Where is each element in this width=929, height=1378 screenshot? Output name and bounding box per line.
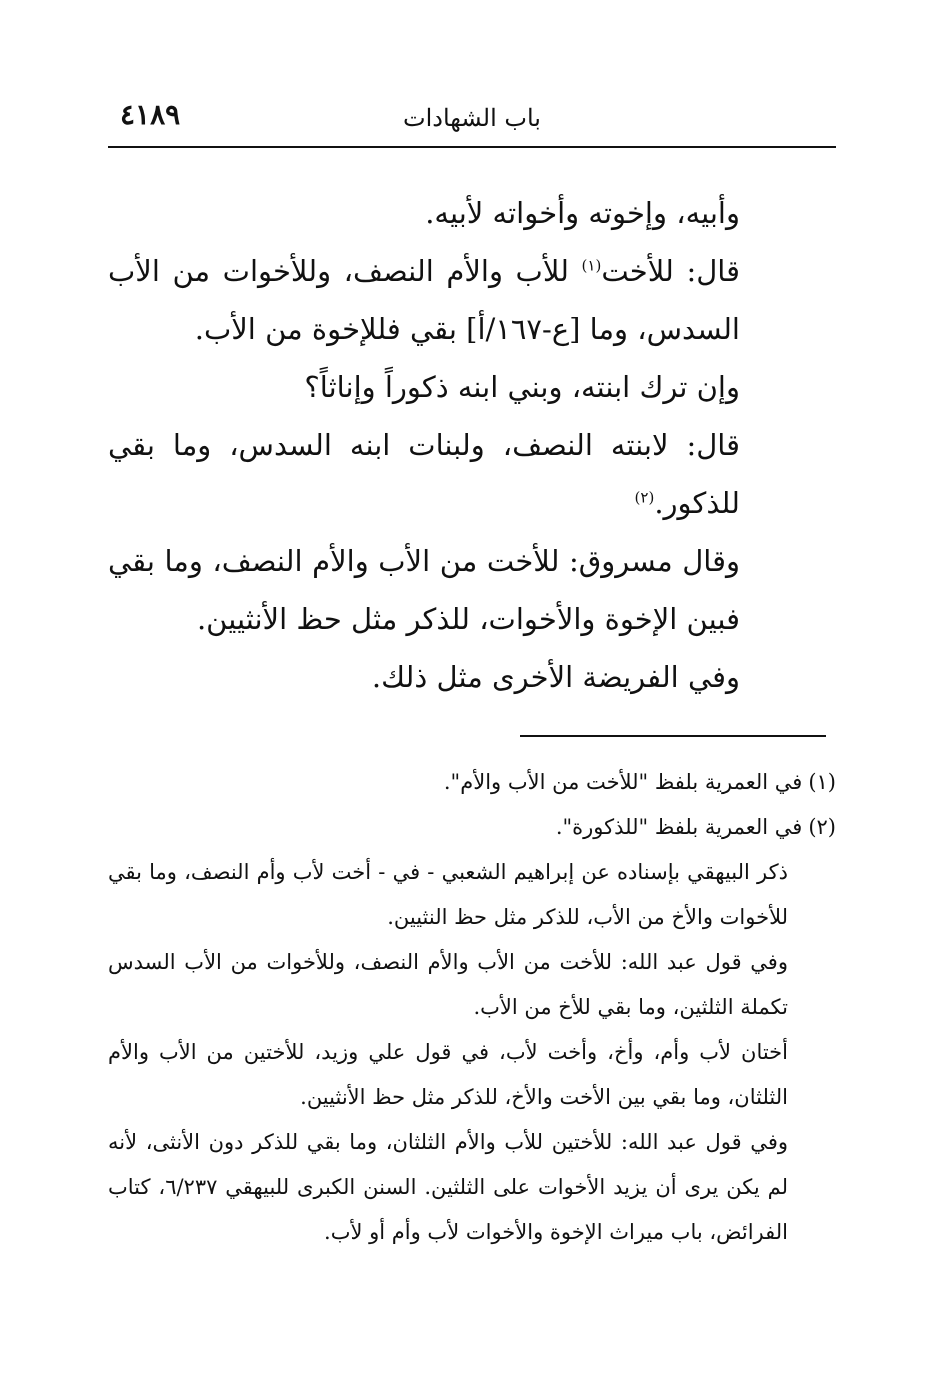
- footnotes-section: [108, 760, 836, 1255]
- footnote-ref-1: (١): [581, 256, 602, 275]
- footnote-1-text: في العمرية بلفظ "للأخت من الأب والأم".: [443, 770, 803, 794]
- paragraph-2: [108, 242, 740, 358]
- footnote-2-number: (٢): [808, 815, 836, 839]
- paragraph-4: [108, 416, 740, 532]
- paragraph-3: وإن ترك ابنته، وبني ابنه ذكوراً وإناثاً؟: [304, 370, 740, 404]
- page-header: [108, 96, 836, 148]
- paragraph-1: وأبيه، وإخوته وأخواته لأبيه.: [425, 196, 740, 230]
- footnote-2-paragraph-3: أختان لأب وأم، وأخ، وأخت لأب، في قول علي وزيد، للأختين من الأب والأم الثلثان، وما بقي بين الأخت والأخ، للذكر مثل حظ الأنثيين.: [108, 1040, 788, 1109]
- paragraph-2-start: قال: للأخت: [601, 254, 740, 288]
- footnote-2: [108, 805, 836, 850]
- footnote-ref-2: (٢): [634, 488, 655, 507]
- running-title: باب الشهادات: [403, 104, 541, 132]
- footnote-2-paragraph-1: ذكر البيهقي بإسناده عن إبراهيم الشعبي - في - أخت لأب وأم النصف، وما بقي للأخوات والأخ من الأب، للذكر مثل حظ النثيين.: [108, 860, 788, 929]
- footnote-divider: [520, 735, 826, 737]
- footnote-1: [108, 760, 836, 805]
- footnote-1-number: (١): [808, 770, 836, 794]
- paragraph-4-text: قال: لابنته النصف، ولبنات ابنه السدس، وما بقي للذكور.: [108, 428, 740, 520]
- footnote-2-text: في العمرية بلفظ "للذكورة".: [555, 815, 803, 839]
- footnote-2-paragraph-2: وفي قول عبد الله: للأخت من الأب والأم النصف، وللأخوات من الأب السدس تكملة الثلثين، وما بقي للأخ من الأب.: [108, 950, 788, 1019]
- paragraph-2-end: للأب والأم النصف، وللأخوات من الأب السدس، وما [ع-١٦٧/أ] بقي فللإخوة من الأب.: [108, 254, 740, 346]
- page-number: ٤١٨٩: [120, 98, 181, 131]
- paragraph-5: وقال مسروق: للأخت من الأب والأم النصف، وما بقي فبين الإخوة والأخوات، للذكر مثل حظ الأنثيين.: [108, 544, 740, 636]
- main-text: [108, 184, 740, 706]
- paragraph-6: وفي الفريضة الأخرى مثل ذلك.: [371, 660, 740, 694]
- footnote-2-paragraph-4: وفي قول عبد الله: للأختين للأب والأم الثلثان، وما بقي للذكر دون الأنثى، لأنه لم يكن يرى أن يزيد الأخوات على الثلثين. السنن الكبرى للبيهقي ٦/٢٣٧، كتاب الفرائض، باب ميراث الإخوة والأخوات لأب وأم أو لأب.: [108, 1130, 788, 1244]
